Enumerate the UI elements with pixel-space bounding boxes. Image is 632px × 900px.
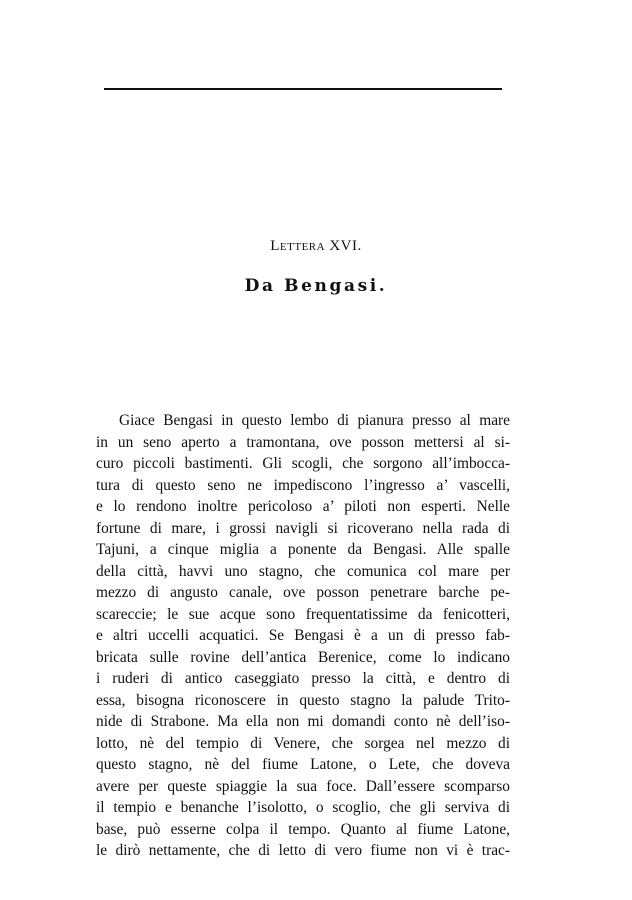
text-line: e lo rendono inoltre pericoloso a’ piloti non esperti. Nelle (96, 498, 510, 515)
text-line: nide di Strabone. Ma ella non mi domandi conto nè dell’iso- (96, 713, 510, 730)
text-line: Tajuni, a cinque miglia a ponente da Bengasi. Alle spalle (96, 541, 510, 558)
text-line: tura di questo seno ne impediscono l’ingresso a’ vascelli, (96, 476, 510, 494)
text-line: avere per queste spiaggie la sua foce. Dall’essere scomparso (96, 777, 510, 795)
letter-number: Lettera XVI. (270, 238, 362, 254)
text-line: bricata sulle rovine dell’antica Berenice, come lo indicano (96, 648, 510, 666)
text-line: questo stagno, nè del fiume Latone, o Lete, che doveva (96, 756, 510, 773)
text-line: essa, bisogna riconoscere in questo stagno la palude Trito- (96, 691, 510, 709)
text-line: Giace Bengasi in questo lembo di pianura presso al mare (119, 412, 510, 429)
text-line: curo piccoli bastimenti. Gli scogli, che sorgono all’imbocca- (96, 455, 510, 472)
text-line: mezzo di angusto canale, ove posson penetrare barche pe- (96, 584, 510, 601)
text-line: scareccie; le sue acque sono frequentatissime da fenicotteri, (96, 605, 510, 623)
body-text (96, 410, 510, 862)
text-line: e altri uccelli acquatici. Se Bengasi è a un di presso fab- (96, 627, 510, 644)
text-line: della città, havvi uno stagno, che comunica col mare per (96, 562, 510, 580)
top-rule (104, 88, 502, 90)
text-line: lotto, nè del tempio di Venere, che sorgea nel mezzo di (96, 734, 510, 752)
chapter-title: Da Bengasi. (244, 276, 388, 296)
text-line: i ruderi di antico caseggiato presso la città, e dentro di (96, 670, 510, 687)
text-line: base, può esserne colpa il tempo. Quanto al fiume Latone, (96, 820, 510, 838)
text-line: il tempio e benanche l’isolotto, o scoglio, che gli serviva di (96, 799, 510, 816)
text-line: in un seno aperto a tramontana, ove posson mettersi al si- (96, 433, 510, 451)
text-line: le dirò nettamente, che di letto di vero fiume non vi è trac- (96, 842, 510, 859)
text-line: fortune di mare, i grossi navigli si ricoverano nella rada di (96, 519, 510, 537)
